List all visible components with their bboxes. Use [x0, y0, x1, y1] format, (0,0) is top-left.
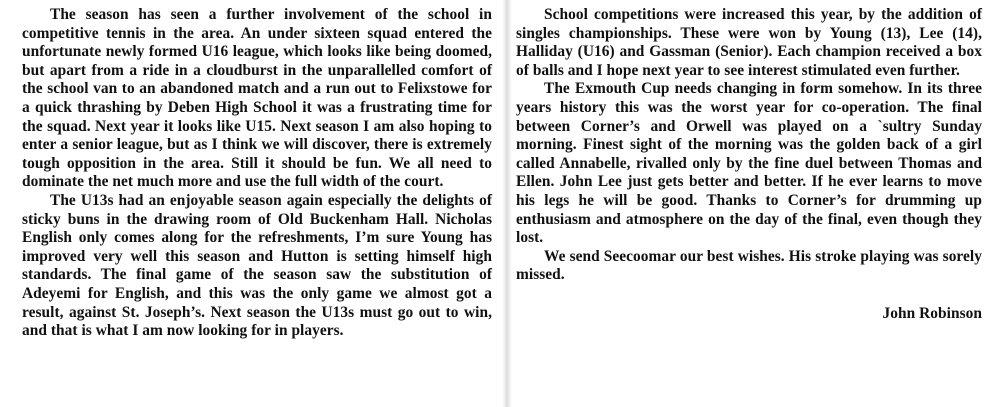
right-column [516, 6, 982, 324]
paragraph-senior-tennis: The season has seen a further involvement of the school in competitive tennis in the area. An under sixteen squad entered the unfortunate newly formed U16 league, which looks like being doomed, but apart from a ride in a cloudburst in the unparallelled comfort of the school van to an abandoned match and a run out to Felixstowe for a quick thrashing by Deben High School it was a frustrating time for the squad. Next year it looks like U15. Next season I am also hoping to enter a senior league, but as I think we will discover, there is extremely tough opposition in the area. Still it should be fun. We all need to dominate the net much more and use the full width of the court. [22, 6, 492, 191]
left-column [22, 6, 492, 341]
paragraph-seecoomar: We send Seecoomar our best wishes. His stroke playing was sorely missed. [516, 247, 982, 284]
author-signature: John Robinson [882, 304, 982, 322]
paragraph-u13-season: The U13s had an enjoyable season again especially the delights of sticky buns in the drawing room of Old Buckenham Hall. Nicholas English only comes along for the refreshments, I’m sure Young has improved very well this season and Hutton is setting himself high standards. The final game of the season saw the substitution of Adeyemi for English, and this was the only game we almost got a result, against St. Joseph’s. Next season the U13s must go out to win, and that is what I am now looking for in players. [22, 191, 492, 340]
column-divider [502, 0, 512, 407]
paragraph-school-competitions: School competitions were increased this year, by the addition of singles championships. These were won by Young (13), Lee (14), Halliday (U16) and Gassman (Senior). Each champion received a box of balls and I hope next year to see interest stimulated even further. [516, 6, 982, 79]
paragraph-exmouth-cup: The Exmouth Cup needs changing in form somehow. In its three years history this was the worst year for co-operation. The final between Corner’s and Orwell was played on a `sultry Sunday morning. Finest sight of the morning was the golden back of a girl called Annabelle, rivalled only by the fine duel between Thomas and Ellen. John Lee just gets better and better. If he ever learns to move his legs he will be good. Thanks to Corner’s for drumming up enthusiasm and atmosphere on the day of the final, even though they lost. [516, 80, 982, 247]
